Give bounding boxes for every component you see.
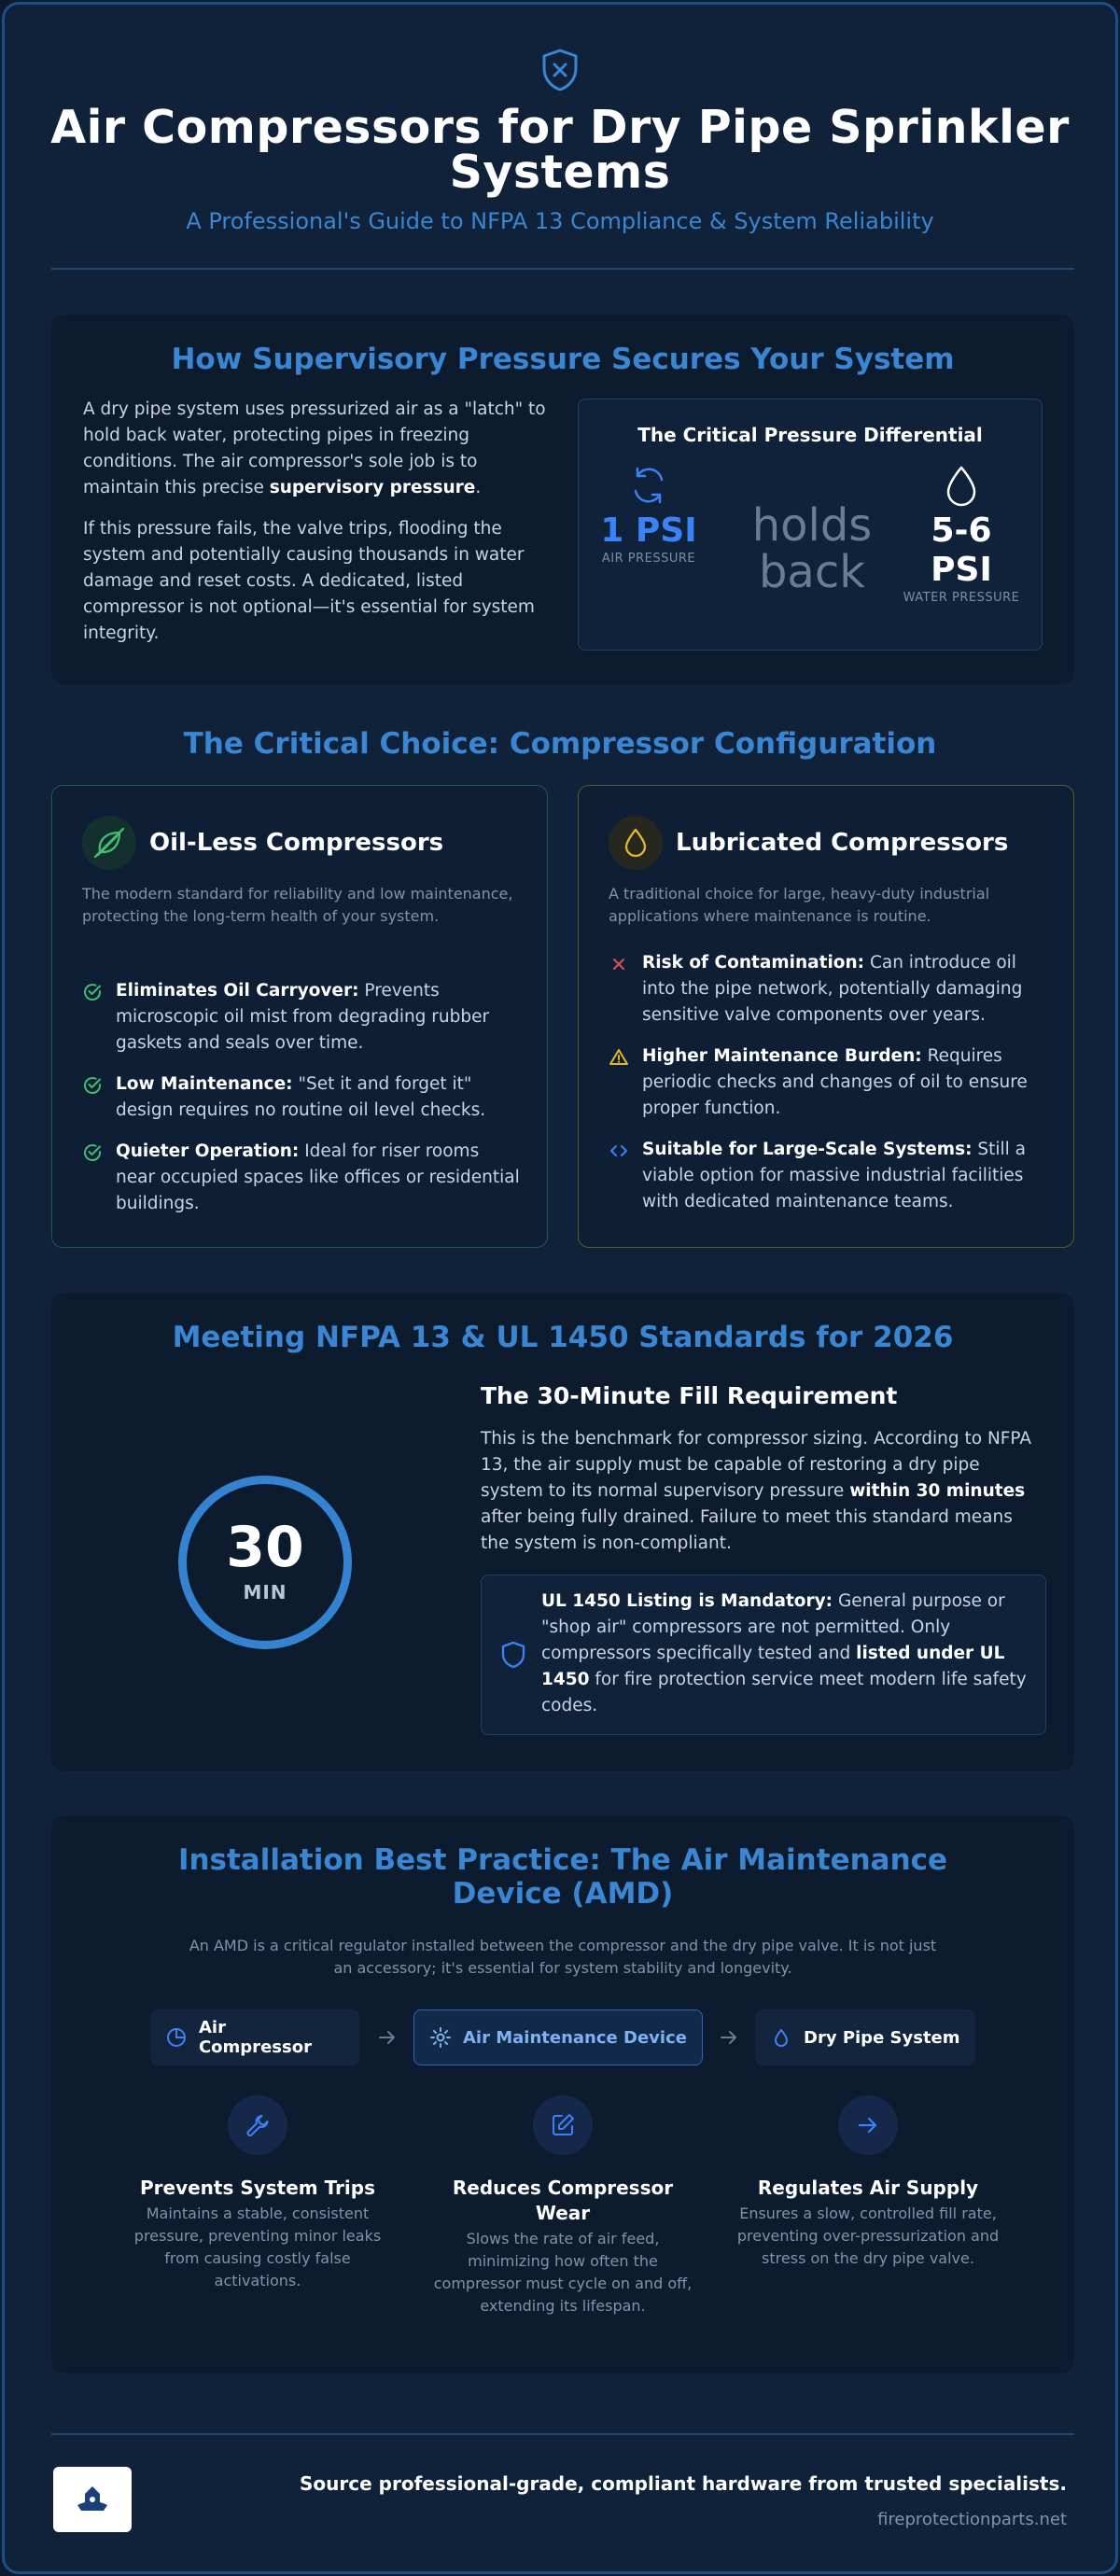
fill-requirement-text: This is the benchmark for compressor sizing. According to NFPA 13, the air supply must be capable of restoring a dry pipe system to its normal supervisory pressure within 30 minutes after being fully drained. Failure to meet this standard means the system is non-compliant. xyxy=(481,1429,1032,1553)
benefit-text: Slows the rate of air feed, minimizing how often the compressor must cycle on and off, extending its lifespan. xyxy=(433,2230,693,2315)
header-divider xyxy=(51,268,1074,270)
supervisory-pressure-panel xyxy=(51,315,1074,684)
air-pressure-value: 1 PSI xyxy=(600,511,697,550)
benefit-regulates-supply xyxy=(733,2095,1003,2270)
refresh-icon xyxy=(628,463,669,508)
edit-icon xyxy=(549,2111,577,2139)
benefit-text: Ensures a slow, controlled fill rate, preventing over-pressurization and stress on the dry pipe valve. xyxy=(736,2205,1000,2267)
amd-title: Installation Best Practice: The Air Maintenance Device (AMD) xyxy=(177,1843,948,1911)
list-item: Eliminates Oil Carryover: Prevents microscopic oil mist from degrading rubber gaskets and seals over time. xyxy=(82,978,521,1057)
list-item: Low Maintenance: "Set it and forget it" design requires no routine oil level checks. xyxy=(82,1071,521,1124)
benefit-icon-wrap xyxy=(533,2095,593,2155)
supervisory-paragraph-1: A dry pipe system uses pressurized air as a "latch" to hold back water, protecting pipes in freezing conditions. The air compressor's sole job is to maintain this precise supervisory pressure. xyxy=(83,399,546,497)
infographic-frame xyxy=(2,2,1118,2574)
water-pressure xyxy=(896,463,1027,607)
x-icon xyxy=(609,954,629,974)
list-item: Higher Maintenance Burden: Requires periodic checks and changes of oil to ensure proper function. xyxy=(609,1043,1047,1122)
gear-icon xyxy=(429,2026,452,2049)
arrow-right-icon xyxy=(377,2028,398,2047)
amd-panel xyxy=(51,1815,1074,2373)
lubricated-icon-wrap xyxy=(609,816,663,870)
benefit-reduces-wear xyxy=(427,2095,698,2317)
wrench-icon xyxy=(244,2111,272,2139)
oilless-icon-wrap xyxy=(82,816,136,870)
list-item: Quieter Operation: Ideal for riser rooms near occupied spaces like offices or residential buildings. xyxy=(82,1139,521,1217)
holds-back-text: holds back xyxy=(751,499,873,598)
timer-value: 30 xyxy=(226,1515,304,1580)
check-circle-icon xyxy=(82,1142,103,1163)
list-item: Risk of Contamination: Can introduce oil into the pipe network, potentially damaging sensitive valve components over years. xyxy=(609,950,1047,1029)
supervisory-title: How Supervisory Pressure Secures Your System xyxy=(171,343,955,376)
pressure-differential-box xyxy=(578,399,1043,651)
footer-divider xyxy=(51,2433,1074,2435)
air-pressure xyxy=(597,463,700,567)
fill-requirement-title: The 30-Minute Fill Requirement xyxy=(481,1382,898,1409)
footer-url-link[interactable]: fireprotectionparts.net xyxy=(877,2510,1067,2529)
lubricated-description: A traditional choice for large, heavy-duty industrial applications where maintenance is routine. xyxy=(609,885,990,925)
check-circle-icon xyxy=(82,1075,103,1096)
supervisory-body xyxy=(83,397,550,662)
footer-cta: Source professional-grade, compliant hardware from trusted specialists. xyxy=(300,2472,1067,2495)
page-subtitle: A Professional's Guide to NFPA 13 Compliance & System Reliability xyxy=(186,208,934,234)
header xyxy=(5,48,1115,234)
benefit-title: Regulates Air Supply xyxy=(757,2177,979,2199)
water-pressure-value: 5-6 PSI xyxy=(931,511,992,589)
benefit-prevents-trips xyxy=(122,2095,393,2292)
oilless-card xyxy=(51,785,548,1248)
code-brackets-icon xyxy=(609,1141,629,1161)
benefit-title: Reduces Compressor Wear xyxy=(452,2177,674,2224)
droplet-icon xyxy=(770,2026,792,2049)
oilless-description: The modern standard for reliability and low maintenance, protecting the long-term health of your system. xyxy=(82,885,513,925)
flow-air-maintenance-device: Air Maintenance Device xyxy=(413,2009,703,2065)
ul-1450-callout xyxy=(481,1575,1046,1735)
benefit-icon-wrap xyxy=(838,2095,898,2155)
shield-icon xyxy=(500,1641,526,1669)
pie-gauge-icon xyxy=(165,2026,188,2049)
arrow-right-icon xyxy=(719,2028,739,2047)
lubricated-card xyxy=(578,785,1074,1248)
arrow-right-icon xyxy=(854,2111,882,2139)
timer-30-min xyxy=(178,1476,352,1649)
air-pressure-label: AIR PRESSURE xyxy=(601,552,696,566)
differential-title: The Critical Pressure Differential xyxy=(637,424,983,446)
company-logo-icon xyxy=(72,2483,113,2516)
warning-triangle-icon xyxy=(609,1047,629,1068)
standards-panel xyxy=(51,1293,1074,1771)
lubricated-title: Lubricated Compressors xyxy=(676,829,1009,857)
benefit-title: Prevents System Trips xyxy=(139,2177,375,2199)
ul-1450-text: UL 1450 Listing is Mandatory: General purpose or "shop air" compressors are not permitted. Only compressors specifically tested and listed under UL 1450 for fire protection service meet modern life safety codes. xyxy=(541,1591,1027,1715)
check-circle-icon xyxy=(82,982,103,1002)
shield-x-icon xyxy=(539,48,581,92)
lubricated-list xyxy=(609,950,1047,1230)
list-item: Suitable for Large-Scale Systems: Still a viable option for massive industrial facilities with dedicated maintenance teams. xyxy=(609,1137,1047,1215)
oil-drop-icon xyxy=(609,816,663,870)
supervisory-paragraph-2: If this pressure fails, the valve trips, flooding the system and potentially causing thousands in water damage and reset costs. A dedicated, listed compressor is not optional—it's essential for system integrity. xyxy=(83,519,535,643)
oilless-list xyxy=(82,978,521,1232)
configuration-title: The Critical Choice: Compressor Configuration xyxy=(183,727,937,761)
timer-unit: MIN xyxy=(243,1581,287,1603)
leaf-slash-icon xyxy=(82,816,136,870)
water-pressure-label: WATER PRESSURE xyxy=(903,591,1020,605)
benefit-text: Maintains a stable, consistent pressure, preventing minor leaks from causing costly false activations. xyxy=(133,2205,382,2289)
droplet-icon xyxy=(941,463,982,508)
standards-title: Meeting NFPA 13 & UL 1450 Standards for 2026 xyxy=(172,1321,954,1354)
amd-description: An AMD is a critical regulator installed between the compressor and the dry pipe valve. It is not just an accessory; it's essential for system stability and longevity. xyxy=(189,1937,937,1977)
oilless-title: Oil-Less Compressors xyxy=(149,829,444,857)
company-logo[interactable] xyxy=(53,2467,132,2532)
page-title: Air Compressors for Dry Pipe Sprinkler Systems xyxy=(50,101,1070,199)
flow-dry-pipe-system: Dry Pipe System xyxy=(755,2009,975,2065)
fill-requirement xyxy=(481,1382,1041,1557)
flow-air-compressor: Air Compressor xyxy=(150,2009,359,2065)
benefit-icon-wrap xyxy=(228,2095,287,2155)
